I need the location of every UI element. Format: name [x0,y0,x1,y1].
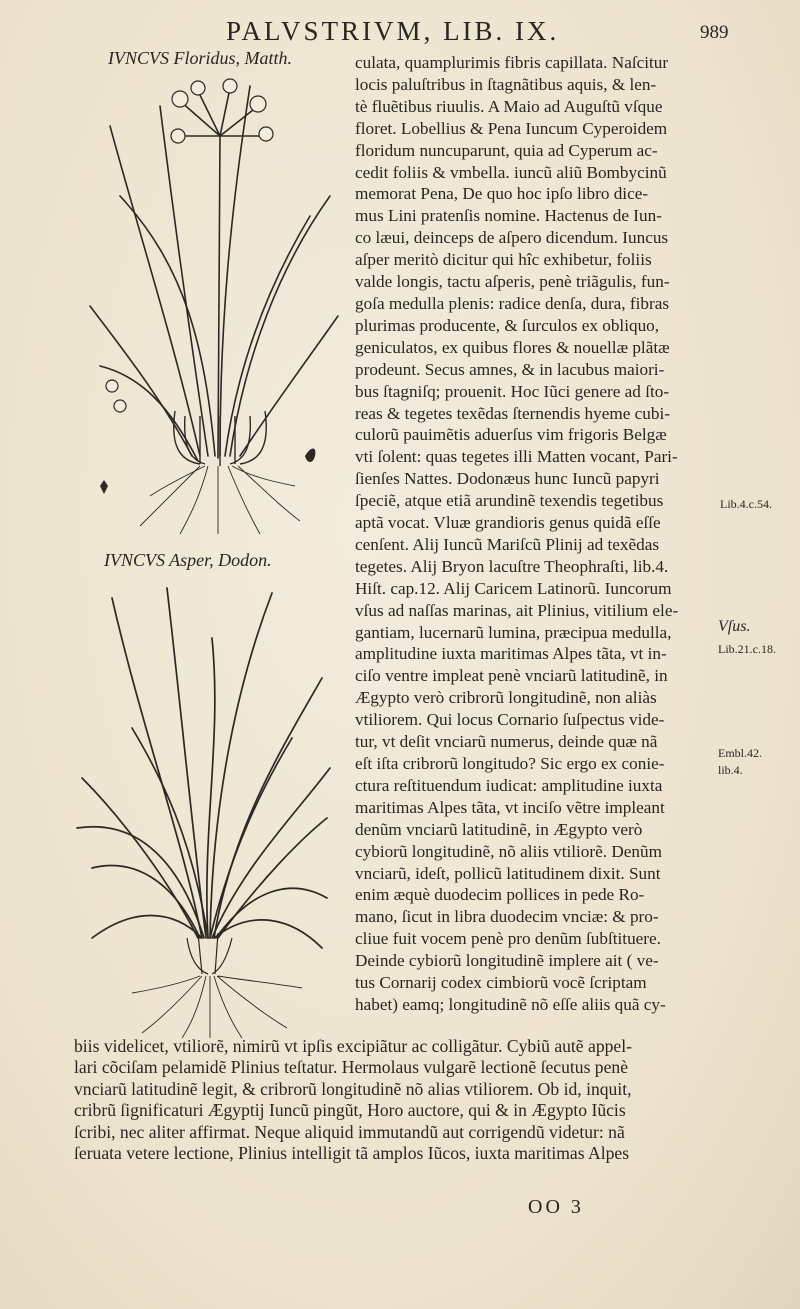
text-line: ſcribi, nec aliter affirmat. Neque aliquid immutandũ aut corrigendũ videtur: nã [74,1121,625,1142]
text-line: tè fluẽtibus riuulis. A Maio ad Auguſtũ vſque [355,96,663,116]
text-line: mus Lini pratenſis nomine. Hactenus de Iun- [355,206,662,226]
page-number: 989 [700,22,729,43]
text-line: culorũ pauimẽtis aduerſus vim frigoris Belgæ [355,425,667,445]
text-line: ciſo ventre impleat penè vnciarũ latitudinẽ, in [355,666,668,686]
figure-caption-asper: IVNCVS Asper, Dodon. [104,550,272,570]
margin-note-reference: Embl.42. [718,746,762,760]
text-line: cenſent. Alij Iuncũ Mariſcũ Plinij ad texẽdas [355,534,660,554]
text-line: valde longis, tactu aſperis, penè triãgulis, fun- [355,272,670,292]
text-line: memorat Pena, De quo hoc ipſo libro dice- [355,184,649,204]
text-line: aſper meritò dicitur qui hîc exhibetur, foliis [355,250,652,270]
text-line: gantiam, lucernarũ lumina, præcipua medulla, [355,622,672,642]
text-line: eſt iſta cribrorũ longitudo? Sic ergo ex conie- [355,754,665,773]
text-line: geniculatos, ex quibus flores & nouellæ plãtæ [355,337,670,357]
margin-note-usus: Vſus. [718,618,751,635]
text-full-width [74,1036,632,1164]
text-line: ſeruata vetere lectione, Plinius intelligit tã amplos Iũcos, iuxta maritimas Alpes [74,1143,630,1164]
text-line: prodeunt. Secus amnes, & in lacubus maiori- [355,359,665,379]
woodcut-juncus-floridus [80,66,345,536]
text-line: tus Cornarij codex cimbiorũ vocẽ ſcriptam [355,973,647,993]
text-line: mano, ſicut in libra duodecim vnciæ: & pro- [355,907,659,927]
text-line: biis videlicet, vtiliorẽ, nimirũ vt ipſis excipiãtur ac colligãtur. Cybiũ autẽ appel- [74,1036,632,1056]
text-line: plurimas producente, & ſurculos ex obliquo, [355,315,660,335]
text-line: vſus ad naſſas marinas, ait Plinius, vitilium ele- [355,600,679,620]
text-line: Hiſt. cap.12. Alij Caricem Latinorũ. Iuncorum [355,578,672,598]
text-line: co læui, deinceps de aſpero dicendum. Iuncus [355,228,669,248]
text-line: cedit foliis & vmbella. iuncũ aliũ Bombycinũ [355,162,667,182]
text-line: maritimas Alpes tãta, vt inciſo vẽtre impleant [355,797,665,817]
text-line: cybiorũ longitudinẽ, nõ aliis vtiliorẽ. Denũm [355,841,662,861]
woodcut-juncus-asper [72,578,337,1040]
text-line: ctura reſtituendum iudicat: amplitudine iuxta [355,775,663,795]
text-column [355,52,678,1016]
text-line: vtiliorem. Qui locus Cornario ſuſpectus vide- [355,710,665,730]
text-line: tegetes. Alij Bryon lacuſtre Theophraſti, lib.4. [355,556,669,576]
margin-note-reference: Lib.21.c.18. [718,642,776,656]
text-line: locis paluſtribus in ſtagnãtibus aquis, & len- [355,74,657,94]
margin-note-reference: Lib.4.c.54. [720,497,772,511]
text-line: enim æquè duodecim pollices in pede Ro- [355,885,645,905]
text-line: habet) eamq; longitudinẽ nõ eſſe aliis quã cy- [355,994,666,1014]
text-line: aptã vocat. Vluæ grandioris genus quidã eſſe [355,513,661,533]
text-line: reas & tegetes texẽdas ſternendis hyeme cubi- [355,403,670,423]
text-line: floridum nuncuparunt, quia ad Cyperum ac- [355,140,658,160]
text-line: vnciarũ, ideſt, pollicũ latitudinem dixit. Sunt [355,863,661,883]
text-line: bus ſtagniſq; prouenit. Hoc Iũci genere ad ſto- [355,381,670,401]
text-line: ſpeciẽ, atque etiã arundinẽ texendis tegetibus [355,491,664,511]
text-line: goſa medulla plenis: radice denſa, dura, fibras [355,293,670,313]
text-line: Deinde cybiorũ longitudinẽ implere ait ( ve- [355,951,659,971]
margin-note-reference: lib.4. [718,763,743,777]
text-line: culata, quamplurimis fibris capillata. Naſcitur [355,53,669,72]
text-line: cribrũ ſignificaturi Ægyptij Iuncũ pingũt, Horo auctore, qui & in Ægypto Iũcis [74,1100,626,1121]
text-line: amplitudine iuxta maritimas Alpes tãta, vt in- [355,644,667,664]
text-line: cliue fuit vocem penè pro denũm ſubſtituere. [355,929,661,949]
text-line: vnciarũ latitudinẽ legit, & cribrorũ longitudinẽ nõ alias vtiliorem. Ob id, inquit, [74,1078,632,1099]
text-line: Ægypto verò cribrorũ longitudinẽ, non aliàs [355,688,657,708]
figure-caption-floridus: IVNCVS Floridus, Matth. [108,48,292,68]
signature-mark: OO 3 [528,1196,584,1218]
text-line: vti ſolent: quas tegetes illi Matten vocant, Pari- [355,447,678,467]
text-line: ſienſes Nattes. Dodonæus hunc Iuncũ papyri [355,469,660,489]
running-head: PALVSTRIVM, LIB. IX. [226,16,560,46]
text-line: floret. Lobellius & Pena Iuncum Cyperoidem [355,118,668,138]
text-line: lari cõciſam pelamidẽ Plinius teſtatur. Hermolaus vulgarẽ lectionẽ ſecutus penè [74,1057,629,1078]
text-line: denũm vnciarũ latitudinẽ, in Ægypto verò [355,819,643,839]
text-line: tur, vt deſit vnciarũ numerus, deinde quæ nã [355,732,658,752]
